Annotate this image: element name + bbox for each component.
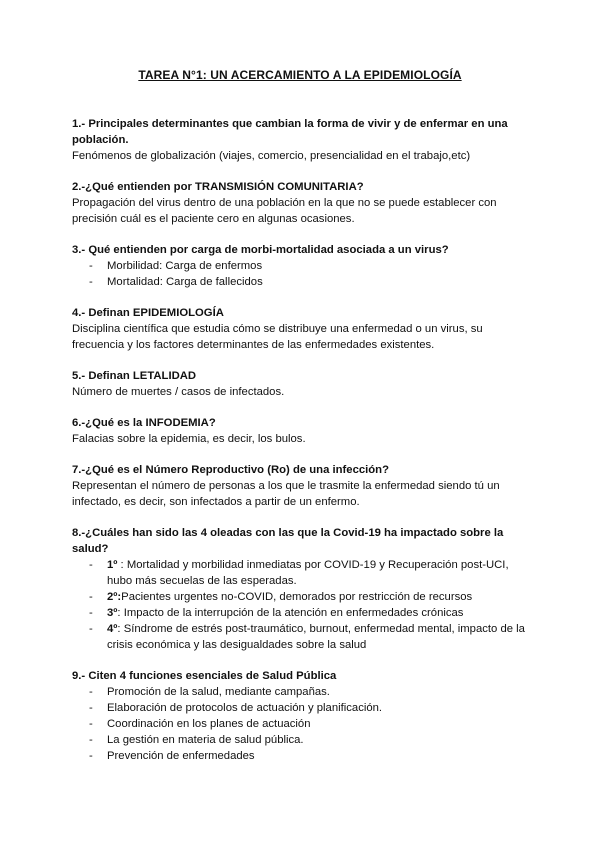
list-item-text: Morbilidad: Carga de enfermos <box>107 260 263 272</box>
question-9: 9.- Citen 4 funciones esenciales de Salud Pública <box>72 670 337 682</box>
list-item <box>72 716 532 732</box>
section-8 <box>72 525 532 653</box>
answer-2: Propagación del virus dentro de una población en la que no se puede establecer con precisión cuál es el paciente cero en algunas ocasiones. <box>72 197 497 225</box>
list-item <box>72 684 532 700</box>
question-7: 7.-¿Qué es el Número Reproductivo (Ro) de una infección? <box>72 464 389 476</box>
answer-4: Disciplina científica que estudia cómo se distribuye una enfermedad o un virus, su frecuencia y los factores determinantes de las enfermedades existentes. <box>72 323 483 351</box>
answer-5: Número de muertes / casos de infectados. <box>72 386 285 398</box>
answer-9-list <box>72 684 532 764</box>
list-item-text: Elaboración de protocolos de actuación y planificación. <box>107 702 383 714</box>
list-item <box>72 274 532 290</box>
question-5: 5.- Definan LETALIDAD <box>72 370 197 382</box>
wave-text: : Mortalidad y morbilidad inmediatas por COVID-19 y Recuperación post-UCI, hubo más secuelas de las esperadas. <box>107 559 509 587</box>
dash-marker: - <box>89 750 93 762</box>
list-item <box>72 258 532 274</box>
list-item-text: Mortalidad: Carga de fallecidos <box>107 276 263 288</box>
question-2: 2.-¿Qué entienden por TRANSMISIÓN COMUNITARIA? <box>72 181 364 193</box>
list-item-text: Coordinación en los planes de actuación <box>107 718 311 730</box>
answer-1: Fenómenos de globalización (viajes, comercio, presencialidad en el trabajo,etc) <box>72 150 471 162</box>
list-item <box>72 700 532 716</box>
wave-text: : Impacto de la interrupción de la atención en enfermedades crónicas <box>117 607 464 619</box>
dash-marker: - <box>89 607 93 619</box>
question-6: 6.-¿Qué es la INFODEMIA? <box>72 417 216 429</box>
dash-marker: - <box>89 718 93 730</box>
dash-marker: - <box>89 591 93 603</box>
list-item-text: La gestión en materia de salud pública. <box>107 734 304 746</box>
list-item <box>72 589 532 605</box>
document-title: TAREA N°1: UN ACERCAMIENTO A LA EPIDEMIOLOGÍA <box>138 68 462 82</box>
wave-text: : Síndrome de estrés post-traumático, burnout, enfermedad mental, impacto de la crisis económica y las desigualdades sobre la salud <box>107 623 525 651</box>
dash-marker: - <box>89 734 93 746</box>
section-1 <box>72 116 532 164</box>
section-3 <box>72 242 532 290</box>
wave-text: Pacientes urgentes no-COVID, demorados por restricción de recursos <box>121 591 473 603</box>
dash-marker: - <box>89 623 93 635</box>
list-item <box>72 621 532 653</box>
section-7 <box>72 462 532 510</box>
question-1: 1.- Principales determinantes que cambian la forma de vivir y de enfermar en una población. <box>72 118 508 146</box>
list-item <box>72 605 532 621</box>
list-item <box>72 557 532 589</box>
document-body <box>72 116 532 779</box>
wave-label: 4º <box>107 623 118 635</box>
dash-marker: - <box>89 702 93 714</box>
section-9 <box>72 668 532 764</box>
section-4 <box>72 305 532 353</box>
question-4: 4.- Definan EPIDEMIOLOGÍA <box>72 307 224 319</box>
dash-marker: - <box>89 686 93 698</box>
dash-marker: - <box>89 260 93 272</box>
wave-label: 2º: <box>107 591 122 603</box>
question-3: 3.- Qué entienden por carga de morbi-mortalidad asociada a un virus? <box>72 244 449 256</box>
answer-6: Falacias sobre la epidemia, es decir, los bulos. <box>72 433 306 445</box>
answer-7: Representan el número de personas a los que le trasmite la enfermedad siendo tú un infectado, es decir, son infectados a partir de un enfermo. <box>72 480 500 508</box>
list-item-text: Prevención de enfermedades <box>107 750 255 762</box>
section-2 <box>72 179 532 227</box>
section-6 <box>72 415 532 447</box>
list-item <box>72 732 532 748</box>
wave-label: 3º <box>107 607 118 619</box>
list-item <box>72 748 532 764</box>
dash-marker: - <box>89 559 93 571</box>
dash-marker: - <box>89 276 93 288</box>
wave-label: 1º <box>107 559 118 571</box>
list-item-text: Promoción de la salud, mediante campañas. <box>107 686 330 698</box>
question-8: 8.-¿Cuáles han sido las 4 oleadas con las que la Covid-19 ha impactado sobre la salud? <box>72 527 504 555</box>
section-5 <box>72 368 532 400</box>
answer-8-list <box>72 557 532 653</box>
answer-3-list <box>72 258 532 290</box>
